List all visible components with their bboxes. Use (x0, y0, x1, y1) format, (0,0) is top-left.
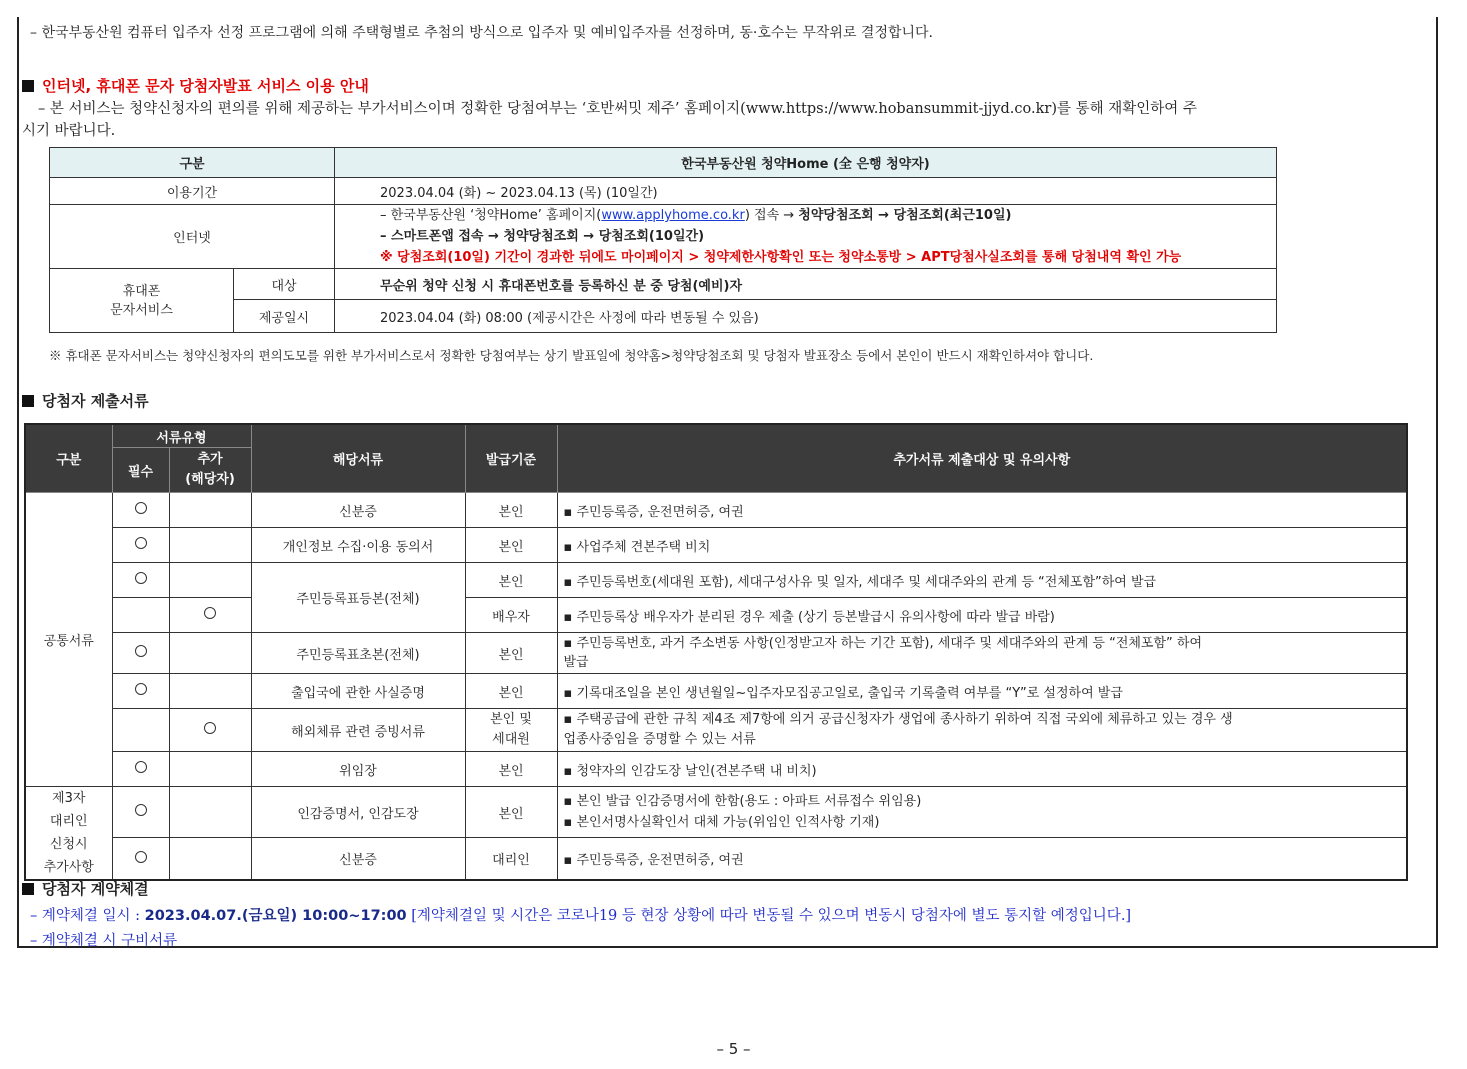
issuer-cell: 본인 (465, 528, 557, 563)
page-number: – 5 – (716, 1040, 751, 1058)
th-doc: 해당서류 (251, 424, 465, 493)
square-bullet-icon (22, 80, 34, 92)
required-mark (112, 528, 169, 563)
note-cell: ▪ 청약자의 인감도장 날인(견본주택 내 비치) (557, 752, 1407, 787)
issuer-cell: 본인 (465, 493, 557, 528)
note-cell: ▪ 주민등록증, 운전면허증, 여권 (557, 838, 1407, 880)
th-category: 구분 (25, 424, 112, 493)
section-title-text: 당첨자 계약체결 (42, 880, 149, 898)
th-required: 필수 (112, 448, 169, 493)
extra-mark (169, 787, 251, 838)
group-proxy-line: 추가사항 (43, 860, 94, 875)
doc-cell: 개인정보 수집·이용 동의서 (251, 528, 465, 563)
contract-date-value: 2023.04.07.(금요일) 10:00~17:00 (144, 908, 407, 924)
note-cell: ▪ 주민등록상 배우자가 분리된 경우 제출 (상기 등본발급시 유의사항에 따라 발급 바람) (557, 598, 1407, 633)
sms-label-line1: 휴대폰 (122, 283, 161, 299)
section-title-text: 당첨자 제출서류 (42, 392, 149, 410)
target-value: 무순위 청약 신청 시 휴대폰번호를 등록하신 분 중 당첨(예비)자 (335, 269, 1277, 300)
issuer-cell (465, 709, 557, 752)
required-mark (112, 598, 169, 633)
period-value: 2023.04.04 (화) ~ 2023.04.13 (목) (10일간) (335, 178, 1277, 205)
note-line: ▪ 본인 발급 인감증명서에 한함(용도 : 아파트 서류접수 위임용) (563, 794, 922, 810)
extra-mark (169, 528, 251, 563)
required-mark (112, 633, 169, 674)
th-extra (169, 448, 251, 493)
table-row (25, 752, 1407, 787)
th-extra-line1: 추가 (197, 452, 223, 467)
doc-cell: 주민등록표등본(전체) (251, 563, 465, 633)
issuer-cell: 본인 (465, 563, 557, 598)
square-bullet-icon (22, 395, 34, 407)
group-common: 공통서류 (25, 493, 112, 787)
issuer-cell: 배우자 (465, 598, 557, 633)
group-proxy-line: 신청시 (49, 837, 88, 852)
section-title-text: 인터넷, 휴대폰 문자 당첨자발표 서비스 이용 안내 (42, 77, 369, 95)
doc-cell: 해외체류 관련 증빙서류 (251, 709, 465, 752)
sms-label (50, 269, 234, 333)
service-desc-line2: 시기 바랍니다. (22, 123, 116, 139)
circle-icon (204, 607, 216, 619)
issuer-cell: 본인 (465, 752, 557, 787)
note-line: ▪ 본인서명사실확인서 대체 가능(위임인 인적사항 기재) (563, 815, 880, 831)
doc-cell: 주민등록표초본(전체) (251, 633, 465, 674)
extra-mark (169, 674, 251, 709)
note-line: 업종사중임을 증명할 수 있는 서류 (563, 732, 756, 747)
issuer-cell: 본인 (465, 633, 557, 674)
th-extra-line2: (해당자) (185, 472, 235, 487)
doc-cell: 인감증명서, 인감도장 (251, 787, 465, 838)
announcement-service-table (49, 147, 1277, 333)
section-title-contract (22, 878, 149, 899)
circle-icon (135, 804, 147, 816)
note-cell (557, 787, 1407, 838)
internet-value (335, 205, 1277, 269)
contract-date-label: – 계약체결 일시 : (30, 908, 145, 924)
target-label: 대상 (234, 269, 335, 300)
note-cell: ▪ 사업주체 견본주택 비치 (557, 528, 1407, 563)
internet-line-3: ※ 당첨조회(10일) 기간이 경과한 뒤에도 마이페이지 > 청약제한사항확인 또는 청약소통방 > APT당첨사실조회를 통해 당첨내역 확인 가능 (380, 250, 1182, 265)
contract-date-line (30, 904, 1131, 925)
sms-note: ※ 휴대폰 문자서비스는 청약신청자의 편의도모를 위한 부가서비스로서 정확한 당첨여부는 상기 발표일에 청약홈>청약당첨조회 및 당첨자 발표장소 등에서 본인이 반드시 재확인하셔야 합니다. (49, 348, 1094, 363)
extra-mark (169, 563, 251, 598)
th-notes: 추가서류 제출대상 및 유의사항 (557, 424, 1407, 493)
period-label: 이용기간 (50, 178, 335, 205)
table-row (25, 493, 1407, 528)
internet-line-1-text: – 한국부동산원 ‘청약Home’ 홈페이지( (380, 208, 602, 223)
extra-mark (169, 598, 251, 633)
extra-mark (169, 752, 251, 787)
required-mark (112, 563, 169, 598)
circle-icon (135, 645, 147, 657)
circle-icon (135, 537, 147, 549)
required-mark (112, 838, 169, 880)
circle-icon (135, 761, 147, 773)
table-row (25, 598, 1407, 633)
extra-mark (169, 838, 251, 880)
table-row (25, 787, 1407, 838)
extra-mark (169, 633, 251, 674)
note-cell (557, 633, 1407, 674)
issuer-line: 본인 및 (490, 712, 532, 727)
note-cell: ▪ 주민등록번호(세대원 포함), 세대구성사유 및 일자, 세대주 및 세대주와의 관계 등 “전체포함”하여 발급 (557, 563, 1407, 598)
internet-label: 인터넷 (50, 205, 335, 269)
group-proxy-line: 제3자 (52, 791, 86, 806)
internet-line-2: – 스마트폰앱 접속 → 청약당첨조회 → 당첨조회(10일간) (380, 229, 705, 244)
issuer-cell: 대리인 (465, 838, 557, 880)
circle-icon (135, 502, 147, 514)
required-mark (112, 709, 169, 752)
table-row (25, 563, 1407, 598)
table-row (25, 633, 1407, 674)
doc-cell: 신분증 (251, 838, 465, 880)
table-row (25, 709, 1407, 752)
date-value: 2023.04.04 (화) 08:00 (제공시간은 사정에 따라 변동될 수 있음) (335, 300, 1277, 333)
table-row (25, 528, 1407, 563)
extra-mark (169, 493, 251, 528)
doc-cell: 신분증 (251, 493, 465, 528)
applyhome-link[interactable]: www.applyhome.co.kr (601, 208, 745, 223)
selection-method-text: – 한국부동산원 컴퓨터 입주자 선정 프로그램에 의해 주택형별로 추첨의 방식으로 입주자 및 예비입주자를 선정하며, 동·호수는 무작위로 결정합니다. (30, 25, 933, 41)
date-label: 제공일시 (234, 300, 335, 333)
table-row (25, 674, 1407, 709)
service-desc-line1: – 본 서비스는 청약신청자의 편의를 위해 제공하는 부가서비스이며 정확한 당첨여부는 ‘호반써밋 제주’ 홈페이지(www.https://www.hobansummit-jjyd.co.kr)를 통해 재확인하여 주 (38, 101, 1197, 117)
required-mark (112, 493, 169, 528)
circle-icon (204, 722, 216, 734)
issuer-cell: 본인 (465, 674, 557, 709)
note-cell: ▪ 주민등록증, 운전면허증, 여권 (557, 493, 1407, 528)
header-category: 구분 (50, 148, 335, 178)
section-title-documents (22, 390, 149, 411)
extra-mark (169, 709, 251, 752)
circle-icon (135, 572, 147, 584)
section-title-notification (22, 75, 369, 96)
circle-icon (135, 683, 147, 695)
header-applyhome: 한국부동산원 청약Home (全 은행 청약자) (335, 148, 1277, 178)
issuer-line: 세대원 (492, 732, 530, 747)
circle-icon (135, 851, 147, 863)
required-mark (112, 752, 169, 787)
doc-cell: 위임장 (251, 752, 465, 787)
note-line: 발급 (563, 655, 589, 670)
table-row (25, 838, 1407, 880)
note-line: ▪ 주민등록번호, 과거 주소변동 사항(인정받고자 하는 기간 포함), 세대주 및 세대주와의 관계 등 “전체포함” 하여 (563, 636, 1203, 651)
internet-line-1-bold: 청약당첨조회 → 당첨조회(최근10일) (798, 208, 1012, 223)
note-line: ▪ 주택공급에 관한 규칙 제4조 제7항에 의거 공급신청자가 생업에 종사하기 위하여 직접 국외에 체류하고 있는 경우 생 (563, 712, 1233, 727)
contract-date-note: [계약체결일 및 시간은 코로나19 등 현장 상황에 따라 변동될 수 있으며 변동시 당첨자에 별도 통지할 예정입니다.] (406, 908, 1132, 924)
required-mark (112, 674, 169, 709)
th-doc-type: 서류유형 (112, 424, 251, 448)
required-mark (112, 787, 169, 838)
note-cell: ▪ 기록대조일을 본인 생년월일~입주자모집공고일로, 출입국 기록출력 여부를 “Y”로 설정하여 발급 (557, 674, 1407, 709)
documents-table (24, 423, 1408, 881)
doc-cell: 출입국에 관한 사실증명 (251, 674, 465, 709)
internet-line-1-arrow: ) 접속 → (744, 208, 799, 223)
note-cell (557, 709, 1407, 752)
issuer-cell: 본인 (465, 787, 557, 838)
sms-label-line2: 문자서비스 (110, 302, 173, 318)
group-proxy (25, 787, 112, 881)
group-proxy-line: 대리인 (49, 814, 88, 829)
th-issuer: 발급기준 (465, 424, 557, 493)
contract-documents-line: – 계약체결 시 구비서류 (30, 933, 178, 949)
internet-line-1 (380, 205, 1270, 226)
square-bullet-icon (22, 883, 34, 895)
